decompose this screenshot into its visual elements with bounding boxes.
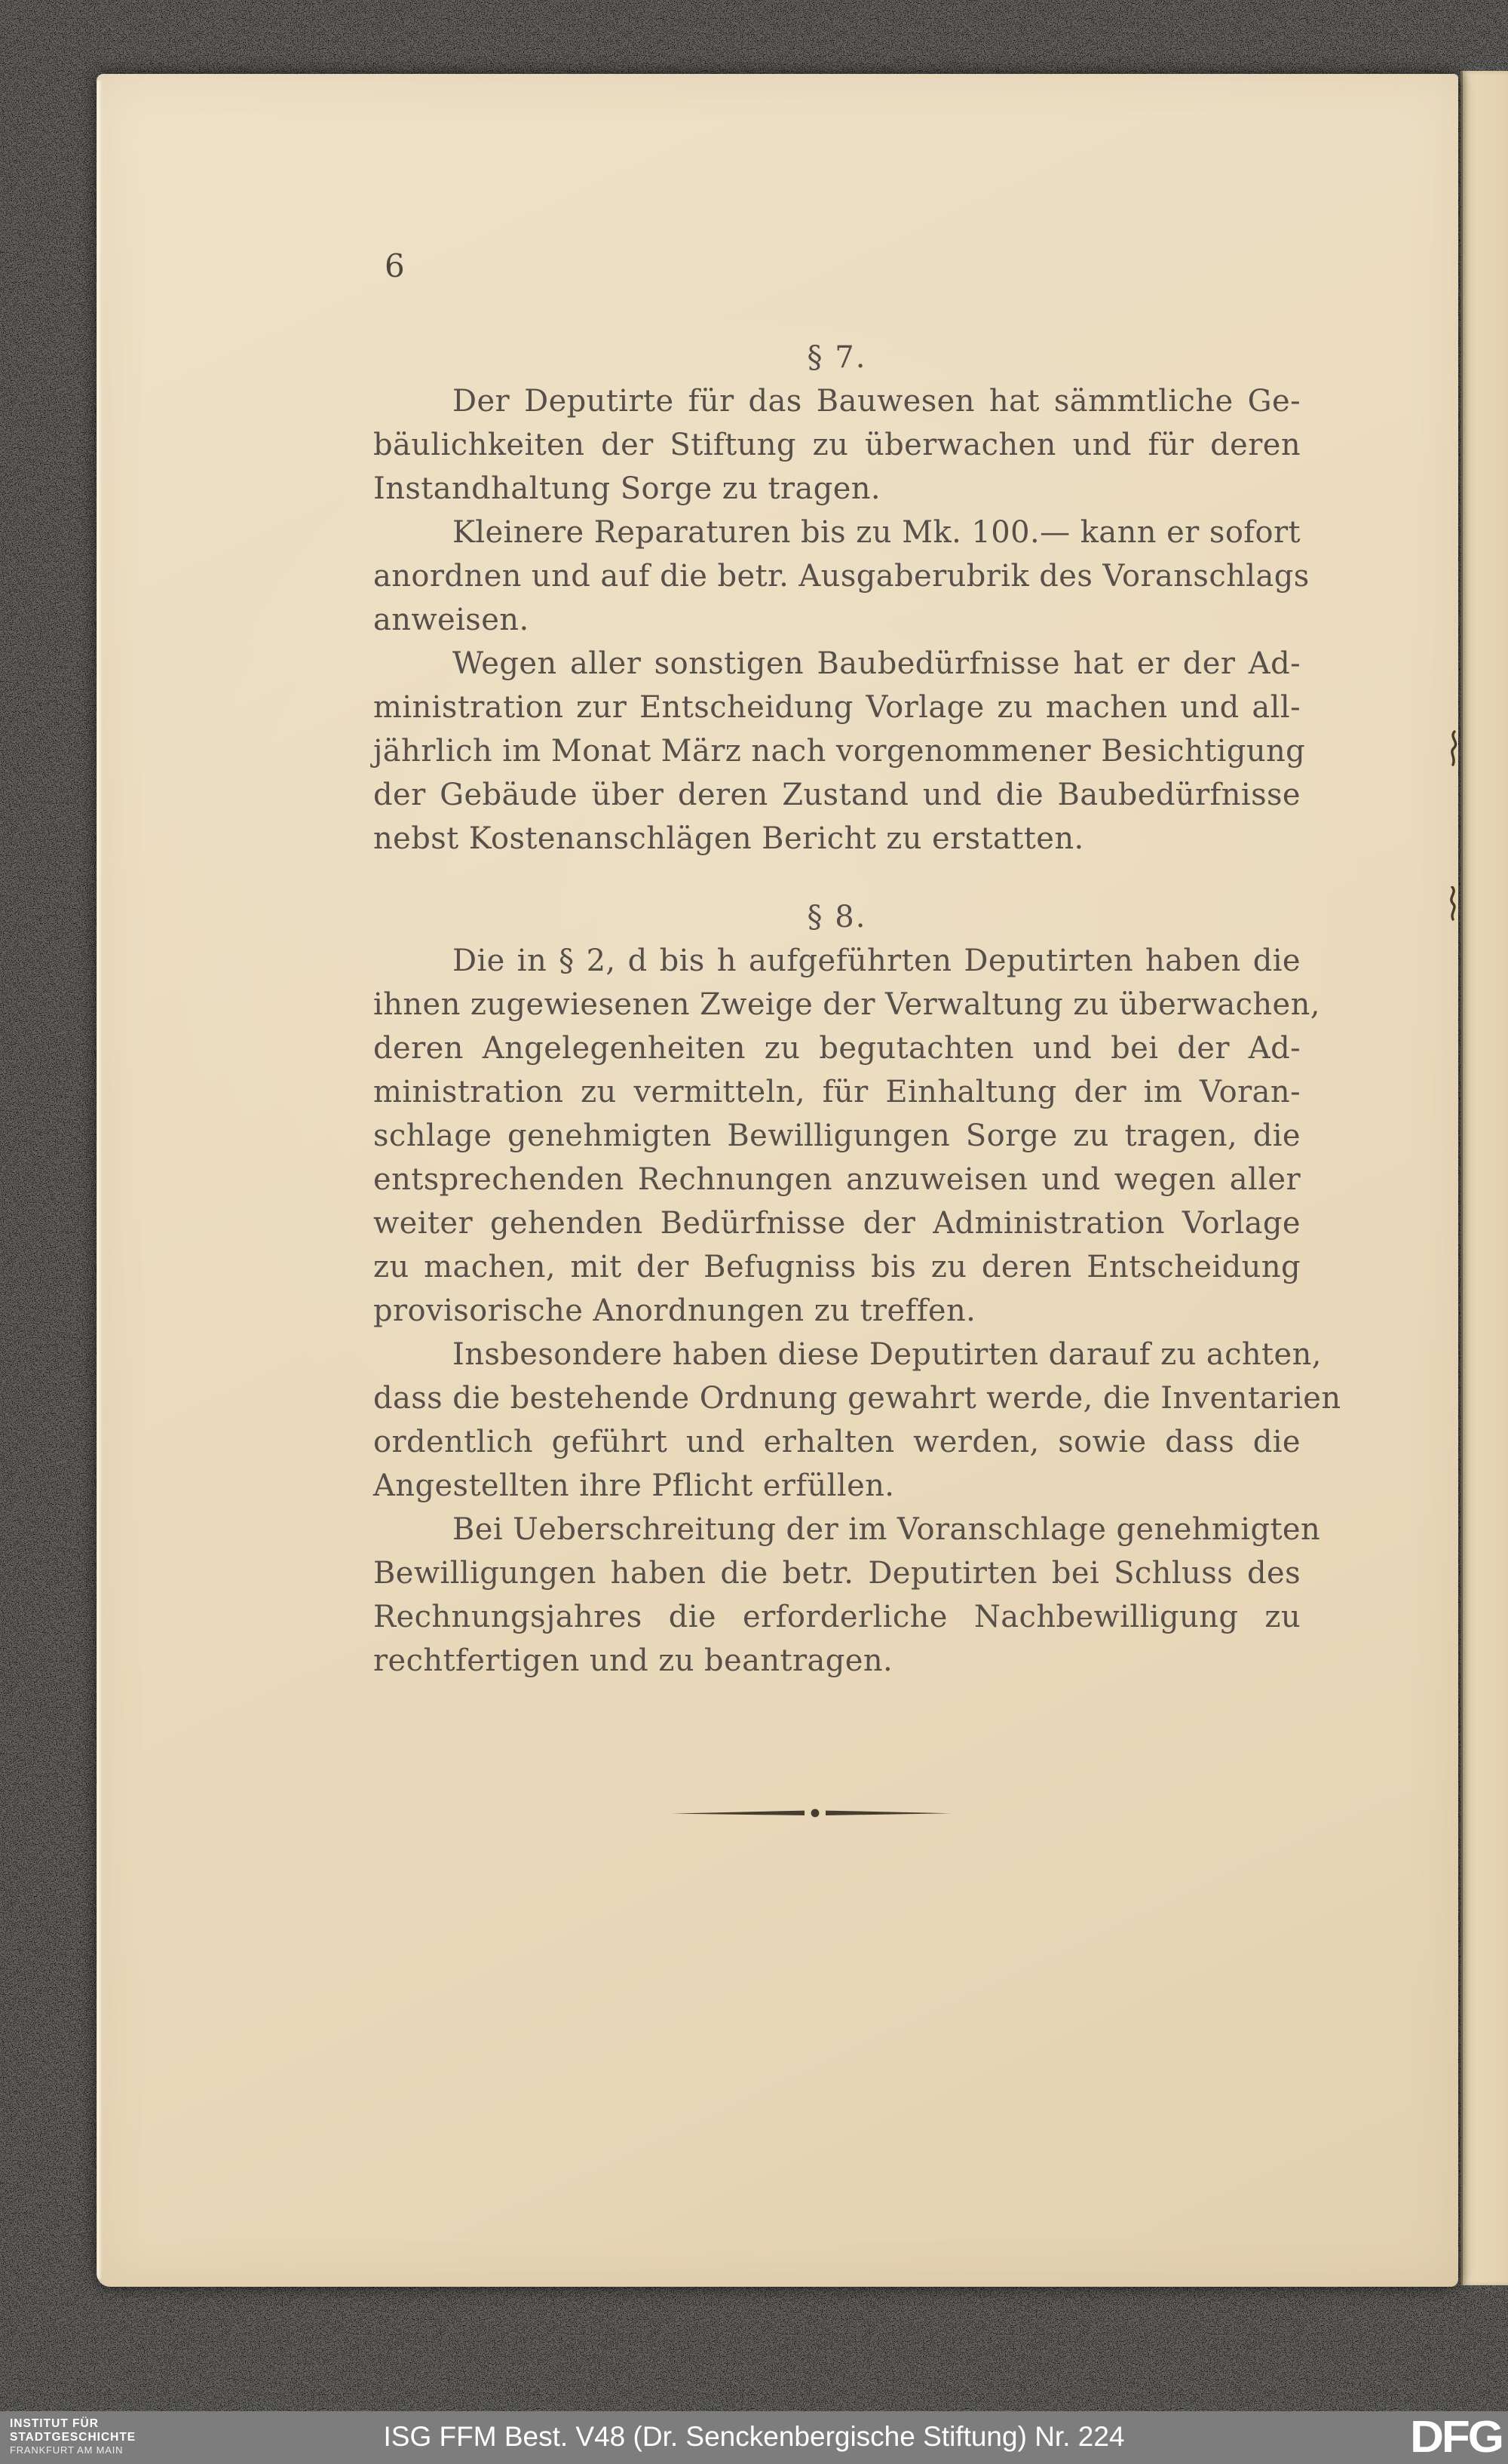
section-divider-ornament (672, 1807, 951, 1819)
text-line: anweisen. (373, 603, 529, 637)
text-line: Die in § 2, d bis h aufgeführten Deputirten haben die (452, 944, 1301, 978)
institute-line3: FRANKFURT AM MAIN (10, 2444, 124, 2456)
text-line: bäulichkeiten der Stiftung zu überwachen und für deren (373, 428, 1301, 462)
dfg-logo: DFG (1410, 2412, 1502, 2462)
section-heading: § 8. (807, 900, 867, 934)
institute-line2: STADTGESCHICHTE (10, 2431, 136, 2444)
document-page (97, 74, 1458, 2287)
text-line: Insbesondere haben diese Deputirten darauf zu achten, (452, 1337, 1322, 1372)
text-line: ihnen zugewiesenen Zweige der Verwaltung zu überwachen, (373, 987, 1320, 1022)
text-line: entsprechenden Rechnungen anzuweisen und wegen aller (373, 1162, 1301, 1197)
binding-thread-mark (1446, 886, 1460, 922)
text-line: Wegen aller sonstigen Baubedürfnisse hat er der Ad- (452, 646, 1301, 681)
text-line: Rechnungsjahres die erforderliche Nachbewilligung zu (373, 1600, 1301, 1634)
text-line: ministration zur Entscheidung Vorlage zu machen und all- (373, 690, 1301, 725)
text-line: deren Angelegenheiten zu begutachten und bei der Ad- (373, 1031, 1301, 1066)
text-line: der Gebäude über deren Zustand und die Baubedürfnisse (373, 778, 1301, 812)
adjacent-page-edge (1460, 71, 1508, 2285)
page-number: 6 (385, 247, 406, 284)
institute-line1: INSTITUT FÜR (10, 2417, 99, 2430)
text-line: jährlich im Monat März nach vorgenommener Besichtigung (373, 734, 1306, 769)
text-line: Kleinere Reparaturen bis zu Mk. 100.— kann er sofort (452, 515, 1301, 550)
text-line: Instandhaltung Sorge zu tragen. (373, 471, 881, 506)
text-line: ministration zu vermitteln, für Einhaltung der im Voran- (373, 1075, 1301, 1109)
text-line: Bewilligungen haben die betr. Deputirten bei Schluss des (373, 1556, 1301, 1591)
text-line: dass die bestehende Ordnung gewahrt werde, die Inventarien (373, 1381, 1341, 1416)
text-line: rechtfertigen und zu beantragen. (373, 1643, 893, 1678)
text-block (373, 336, 1341, 1683)
binding-thread-mark (1448, 730, 1461, 766)
institute-logo-text (10, 2417, 136, 2456)
text-line: Angestellten ihre Pflicht erfüllen. (373, 1468, 895, 1503)
text-line: anordnen und auf die betr. Ausgaberubrik des Voranschlags (373, 559, 1310, 594)
text-line: Bei Ueberschreitung der im Voranschlage genehmigten (452, 1512, 1321, 1547)
archive-reference: ISG FFM Best. V48 (Dr. Senckenbergische Stiftung) Nr. 224 (383, 2421, 1125, 2452)
text-line: schlage genehmigten Bewilligungen Sorge zu tragen, die (373, 1118, 1301, 1153)
text-line: zu machen, mit der Befugniss bis zu deren Entscheidung (373, 1250, 1301, 1284)
text-line: weiter gehenden Bedürfnisse der Administration Vorlage (373, 1206, 1301, 1241)
section-heading: § 7. (807, 340, 867, 375)
text-line: ordentlich geführt und erhalten werden, sowie dass die (373, 1425, 1301, 1459)
text-line: Der Deputirte für das Bauwesen hat sämmtliche Ge- (452, 384, 1301, 419)
text-line: nebst Kostenanschlägen Bericht zu erstatten. (373, 821, 1084, 856)
text-line: provisorische Anordnungen zu treffen. (373, 1293, 976, 1328)
footer-bar (0, 2411, 1508, 2464)
